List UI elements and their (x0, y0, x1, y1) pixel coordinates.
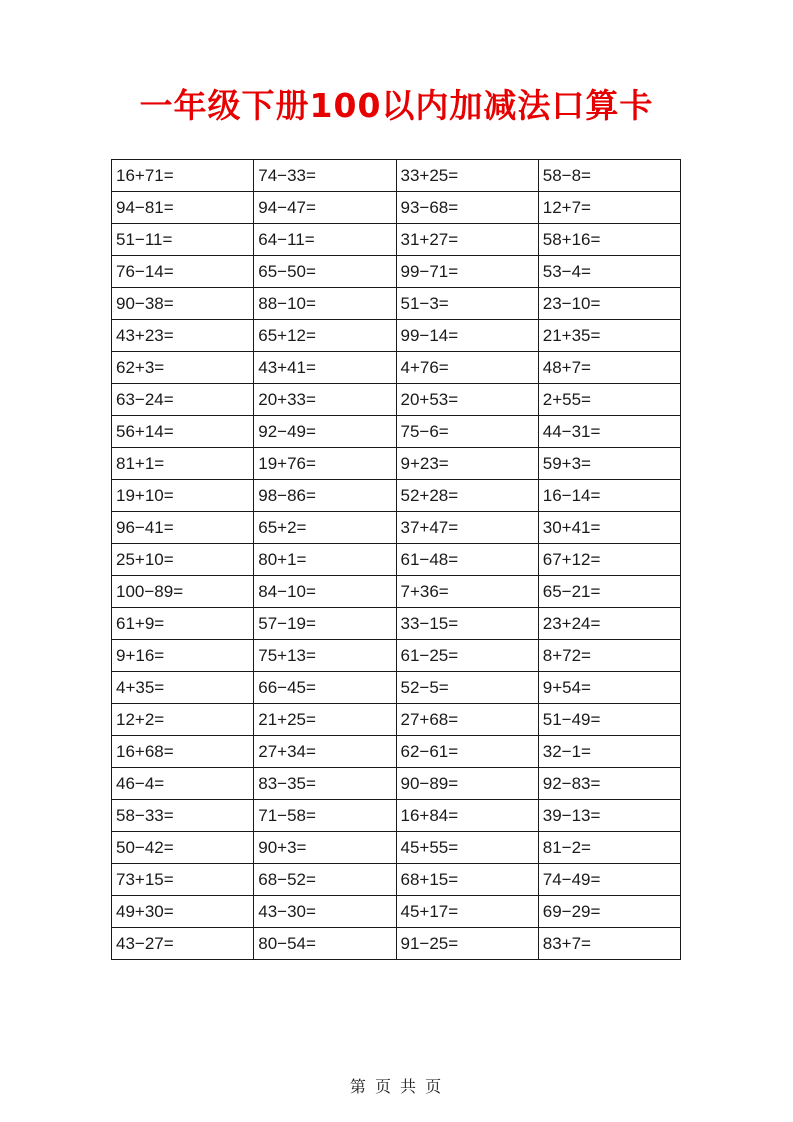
problem-cell: 88−10= (254, 288, 396, 320)
table-row (112, 352, 681, 384)
problem-cell: 43−27= (112, 928, 254, 960)
problem-cell: 19+76= (254, 448, 396, 480)
problem-cell: 92−49= (254, 416, 396, 448)
problem-cell: 58+16= (538, 224, 680, 256)
page-title: 一年级下册100以内加减法口算卡 (139, 86, 654, 125)
table-row (112, 736, 681, 768)
table-row (112, 608, 681, 640)
problem-cell: 74−49= (538, 864, 680, 896)
problem-cell: 83−35= (254, 768, 396, 800)
problem-cell: 9+54= (538, 672, 680, 704)
problem-cell: 90−38= (112, 288, 254, 320)
problem-cell: 81−2= (538, 832, 680, 864)
problem-cell: 43−30= (254, 896, 396, 928)
problem-cell: 71−58= (254, 800, 396, 832)
problem-cell: 51−49= (538, 704, 680, 736)
problem-cell: 73+15= (112, 864, 254, 896)
problem-cell: 80−54= (254, 928, 396, 960)
table-row (112, 160, 681, 192)
problem-cell: 100−89= (112, 576, 254, 608)
problem-cell: 58−8= (538, 160, 680, 192)
table-row (112, 448, 681, 480)
table-row (112, 576, 681, 608)
problem-cell: 61+9= (112, 608, 254, 640)
problem-cell: 4+76= (396, 352, 538, 384)
problem-cell: 52−5= (396, 672, 538, 704)
problem-cell: 33−15= (396, 608, 538, 640)
problem-cell: 90−89= (396, 768, 538, 800)
problem-cell: 68+15= (396, 864, 538, 896)
problem-cell: 75+13= (254, 640, 396, 672)
problem-cell: 19+10= (112, 480, 254, 512)
problem-cell: 20+33= (254, 384, 396, 416)
problem-cell: 53−4= (538, 256, 680, 288)
problem-cell: 52+28= (396, 480, 538, 512)
problem-cell: 39−13= (538, 800, 680, 832)
problem-cell: 68−52= (254, 864, 396, 896)
table-row (112, 672, 681, 704)
problem-cell: 16+71= (112, 160, 254, 192)
problem-cell: 37+47= (396, 512, 538, 544)
problem-cell: 62+3= (112, 352, 254, 384)
problem-cell: 45+17= (396, 896, 538, 928)
table-row (112, 832, 681, 864)
problem-cell: 90+3= (254, 832, 396, 864)
table-row (112, 928, 681, 960)
worksheet-body (112, 160, 681, 960)
problem-cell: 74−33= (254, 160, 396, 192)
problem-cell: 66−45= (254, 672, 396, 704)
problem-cell: 51−3= (396, 288, 538, 320)
problem-cell: 20+53= (396, 384, 538, 416)
problem-cell: 45+55= (396, 832, 538, 864)
problem-cell: 99−71= (396, 256, 538, 288)
problem-cell: 75−6= (396, 416, 538, 448)
problem-cell: 57−19= (254, 608, 396, 640)
problem-cell: 44−31= (538, 416, 680, 448)
problem-cell: 81+1= (112, 448, 254, 480)
problem-cell: 16−14= (538, 480, 680, 512)
problem-cell: 7+36= (396, 576, 538, 608)
table-row (112, 224, 681, 256)
table-row (112, 512, 681, 544)
problem-cell: 46−4= (112, 768, 254, 800)
problem-cell: 99−14= (396, 320, 538, 352)
problem-cell: 58−33= (112, 800, 254, 832)
problem-cell: 27+68= (396, 704, 538, 736)
problem-cell: 9+23= (396, 448, 538, 480)
problem-cell: 4+35= (112, 672, 254, 704)
problem-cell: 21+35= (538, 320, 680, 352)
problem-cell: 92−83= (538, 768, 680, 800)
table-row (112, 256, 681, 288)
problem-cell: 96−41= (112, 512, 254, 544)
problem-cell: 50−42= (112, 832, 254, 864)
problem-cell: 65−50= (254, 256, 396, 288)
table-row (112, 768, 681, 800)
problem-cell: 23−10= (538, 288, 680, 320)
problem-cell: 64−11= (254, 224, 396, 256)
worksheet-table (111, 159, 681, 960)
problem-cell: 80+1= (254, 544, 396, 576)
problem-cell: 23+24= (538, 608, 680, 640)
problem-cell: 2+55= (538, 384, 680, 416)
table-row (112, 288, 681, 320)
table-row (112, 896, 681, 928)
problem-cell: 30+41= (538, 512, 680, 544)
problem-cell: 94−81= (112, 192, 254, 224)
table-row (112, 800, 681, 832)
table-row (112, 320, 681, 352)
problem-cell: 91−25= (396, 928, 538, 960)
problem-cell: 12+2= (112, 704, 254, 736)
problem-cell: 67+12= (538, 544, 680, 576)
table-row (112, 384, 681, 416)
problem-cell: 62−61= (396, 736, 538, 768)
problem-cell: 94−47= (254, 192, 396, 224)
problem-cell: 31+27= (396, 224, 538, 256)
problem-cell: 56+14= (112, 416, 254, 448)
problem-cell: 61−25= (396, 640, 538, 672)
problem-cell: 59+3= (538, 448, 680, 480)
problem-cell: 16+84= (396, 800, 538, 832)
problem-cell: 8+72= (538, 640, 680, 672)
table-row (112, 544, 681, 576)
table-row (112, 192, 681, 224)
problem-cell: 32−1= (538, 736, 680, 768)
problem-cell: 65+12= (254, 320, 396, 352)
problem-cell: 84−10= (254, 576, 396, 608)
problem-cell: 43+41= (254, 352, 396, 384)
problem-cell: 25+10= (112, 544, 254, 576)
problem-cell: 65−21= (538, 576, 680, 608)
table-row (112, 704, 681, 736)
problem-cell: 63−24= (112, 384, 254, 416)
problem-cell: 43+23= (112, 320, 254, 352)
table-row (112, 640, 681, 672)
problem-cell: 51−11= (112, 224, 254, 256)
problem-cell: 12+7= (538, 192, 680, 224)
table-row (112, 416, 681, 448)
problem-cell: 27+34= (254, 736, 396, 768)
problem-cell: 33+25= (396, 160, 538, 192)
table-row (112, 864, 681, 896)
problem-cell: 69−29= (538, 896, 680, 928)
problem-cell: 83+7= (538, 928, 680, 960)
problem-cell: 98−86= (254, 480, 396, 512)
problem-cell: 49+30= (112, 896, 254, 928)
problem-cell: 93−68= (396, 192, 538, 224)
problem-cell: 65+2= (254, 512, 396, 544)
problem-cell: 21+25= (254, 704, 396, 736)
problem-cell: 61−48= (396, 544, 538, 576)
problem-cell: 48+7= (538, 352, 680, 384)
problem-cell: 16+68= (112, 736, 254, 768)
table-row (112, 480, 681, 512)
problem-cell: 9+16= (112, 640, 254, 672)
page-footer: 第 页 共 页 (349, 1077, 444, 1096)
problem-cell: 76−14= (112, 256, 254, 288)
